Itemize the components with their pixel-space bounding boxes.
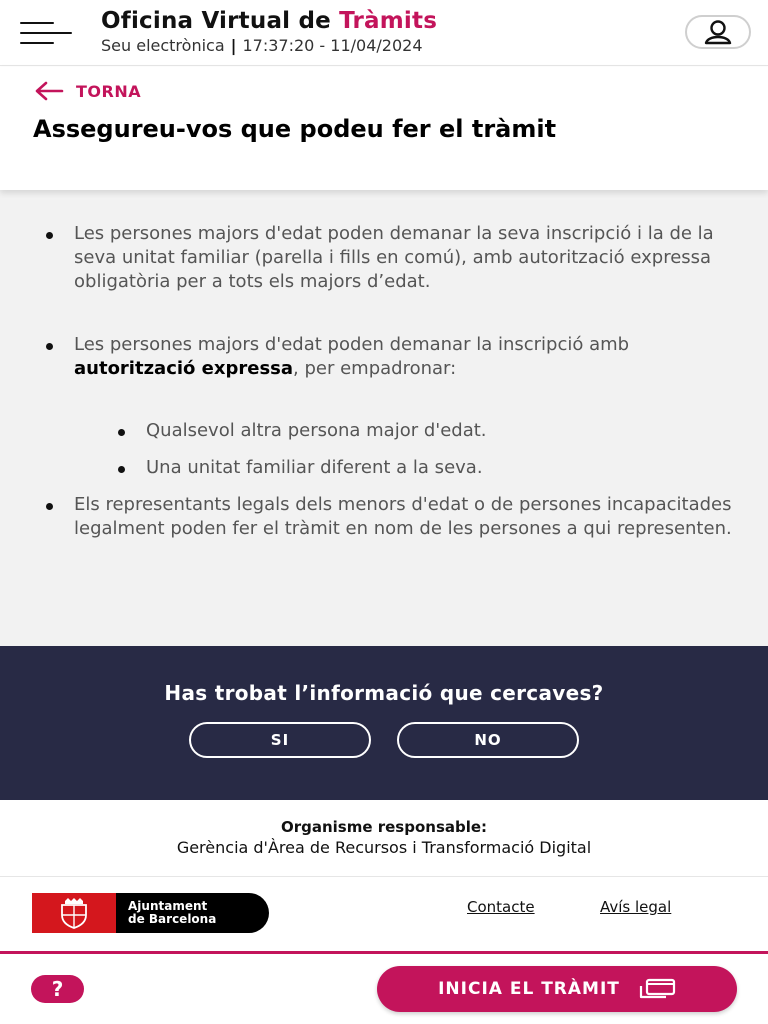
organism-label: Organisme responsable: bbox=[280, 818, 488, 836]
page-subheader bbox=[0, 67, 768, 190]
back-label: TORNA bbox=[76, 81, 142, 101]
list-item bbox=[74, 333, 734, 381]
list-item-text: Els representants legals dels menors d'edat o de persones incapacitades legalment poden fer el tràmit en nom de les persones a qui representen. bbox=[74, 494, 732, 539]
start-procedure-label: INICIA EL TRÀMIT bbox=[438, 979, 620, 999]
list-item-text: Les persones majors d'edat poden demanar la seva inscripció i la de la seva unitat familiar (parella i fills en comú), amb autorització expressa obligatòria per a tots els majors d’edat. bbox=[74, 223, 714, 292]
contact-link[interactable]: Contacte bbox=[467, 898, 535, 916]
responsible-organism bbox=[0, 800, 768, 877]
sub-list-item bbox=[146, 456, 736, 480]
separator: | bbox=[230, 36, 237, 55]
logo-line2: de Barcelona bbox=[128, 912, 217, 926]
app-title-accent: Tràmits bbox=[339, 8, 438, 34]
app-title-main: Oficina Virtual de bbox=[101, 8, 340, 34]
top-header bbox=[0, 0, 768, 66]
bottom-action-bar bbox=[0, 957, 768, 1024]
list-item-text-pre: Les persones majors d'edat poden demanar la inscripció amb bbox=[74, 334, 630, 355]
bullet bbox=[46, 232, 53, 239]
list-item bbox=[74, 493, 734, 541]
sub-list-item-text: Una unitat familiar diferent a la seva. bbox=[146, 457, 483, 478]
user-icon bbox=[701, 19, 735, 45]
bullet bbox=[118, 466, 125, 473]
shield-icon bbox=[32, 893, 116, 933]
header-subline bbox=[101, 36, 423, 55]
main-content bbox=[0, 190, 768, 646]
list-item bbox=[74, 222, 734, 294]
external-window-icon bbox=[638, 978, 676, 1000]
ajuntament-logo[interactable] bbox=[32, 893, 269, 933]
datetime: 17:37:20 - 11/04/2024 bbox=[242, 36, 423, 55]
bullet bbox=[118, 429, 125, 436]
feedback-section bbox=[0, 646, 768, 800]
bullet bbox=[46, 343, 53, 350]
hamburger-menu-icon[interactable] bbox=[20, 20, 72, 46]
legal-notice-link[interactable]: Avís legal bbox=[600, 898, 672, 916]
sub-list-item bbox=[146, 419, 736, 443]
app-title bbox=[101, 8, 437, 34]
bullet bbox=[46, 503, 53, 510]
logo-text bbox=[128, 900, 216, 926]
arrow-left-icon bbox=[34, 81, 64, 101]
seu-label: Seu electrònica bbox=[101, 36, 225, 55]
logo-line1: Ajuntament bbox=[128, 899, 208, 913]
feedback-question: Has trobat l’informació que cercaves? bbox=[164, 681, 604, 705]
feedback-no-button[interactable]: NO bbox=[397, 722, 579, 758]
list-item-text-post: , per empadronar: bbox=[293, 358, 457, 379]
page-title: Assegureu-vos que podeu fer el tràmit bbox=[33, 115, 557, 143]
footer bbox=[0, 878, 768, 954]
feedback-yes-button[interactable]: SI bbox=[189, 722, 371, 758]
user-button[interactable] bbox=[685, 15, 751, 49]
start-procedure-button[interactable] bbox=[377, 966, 737, 1012]
list-item-text-bold: autorització expressa bbox=[74, 358, 294, 379]
help-button[interactable]: ? bbox=[31, 975, 84, 1003]
back-link[interactable] bbox=[34, 81, 141, 101]
organism-value: Gerència d'Àrea de Recursos i Transformació Digital bbox=[176, 838, 592, 857]
sub-list-item-text: Qualsevol altra persona major d'edat. bbox=[146, 420, 487, 441]
